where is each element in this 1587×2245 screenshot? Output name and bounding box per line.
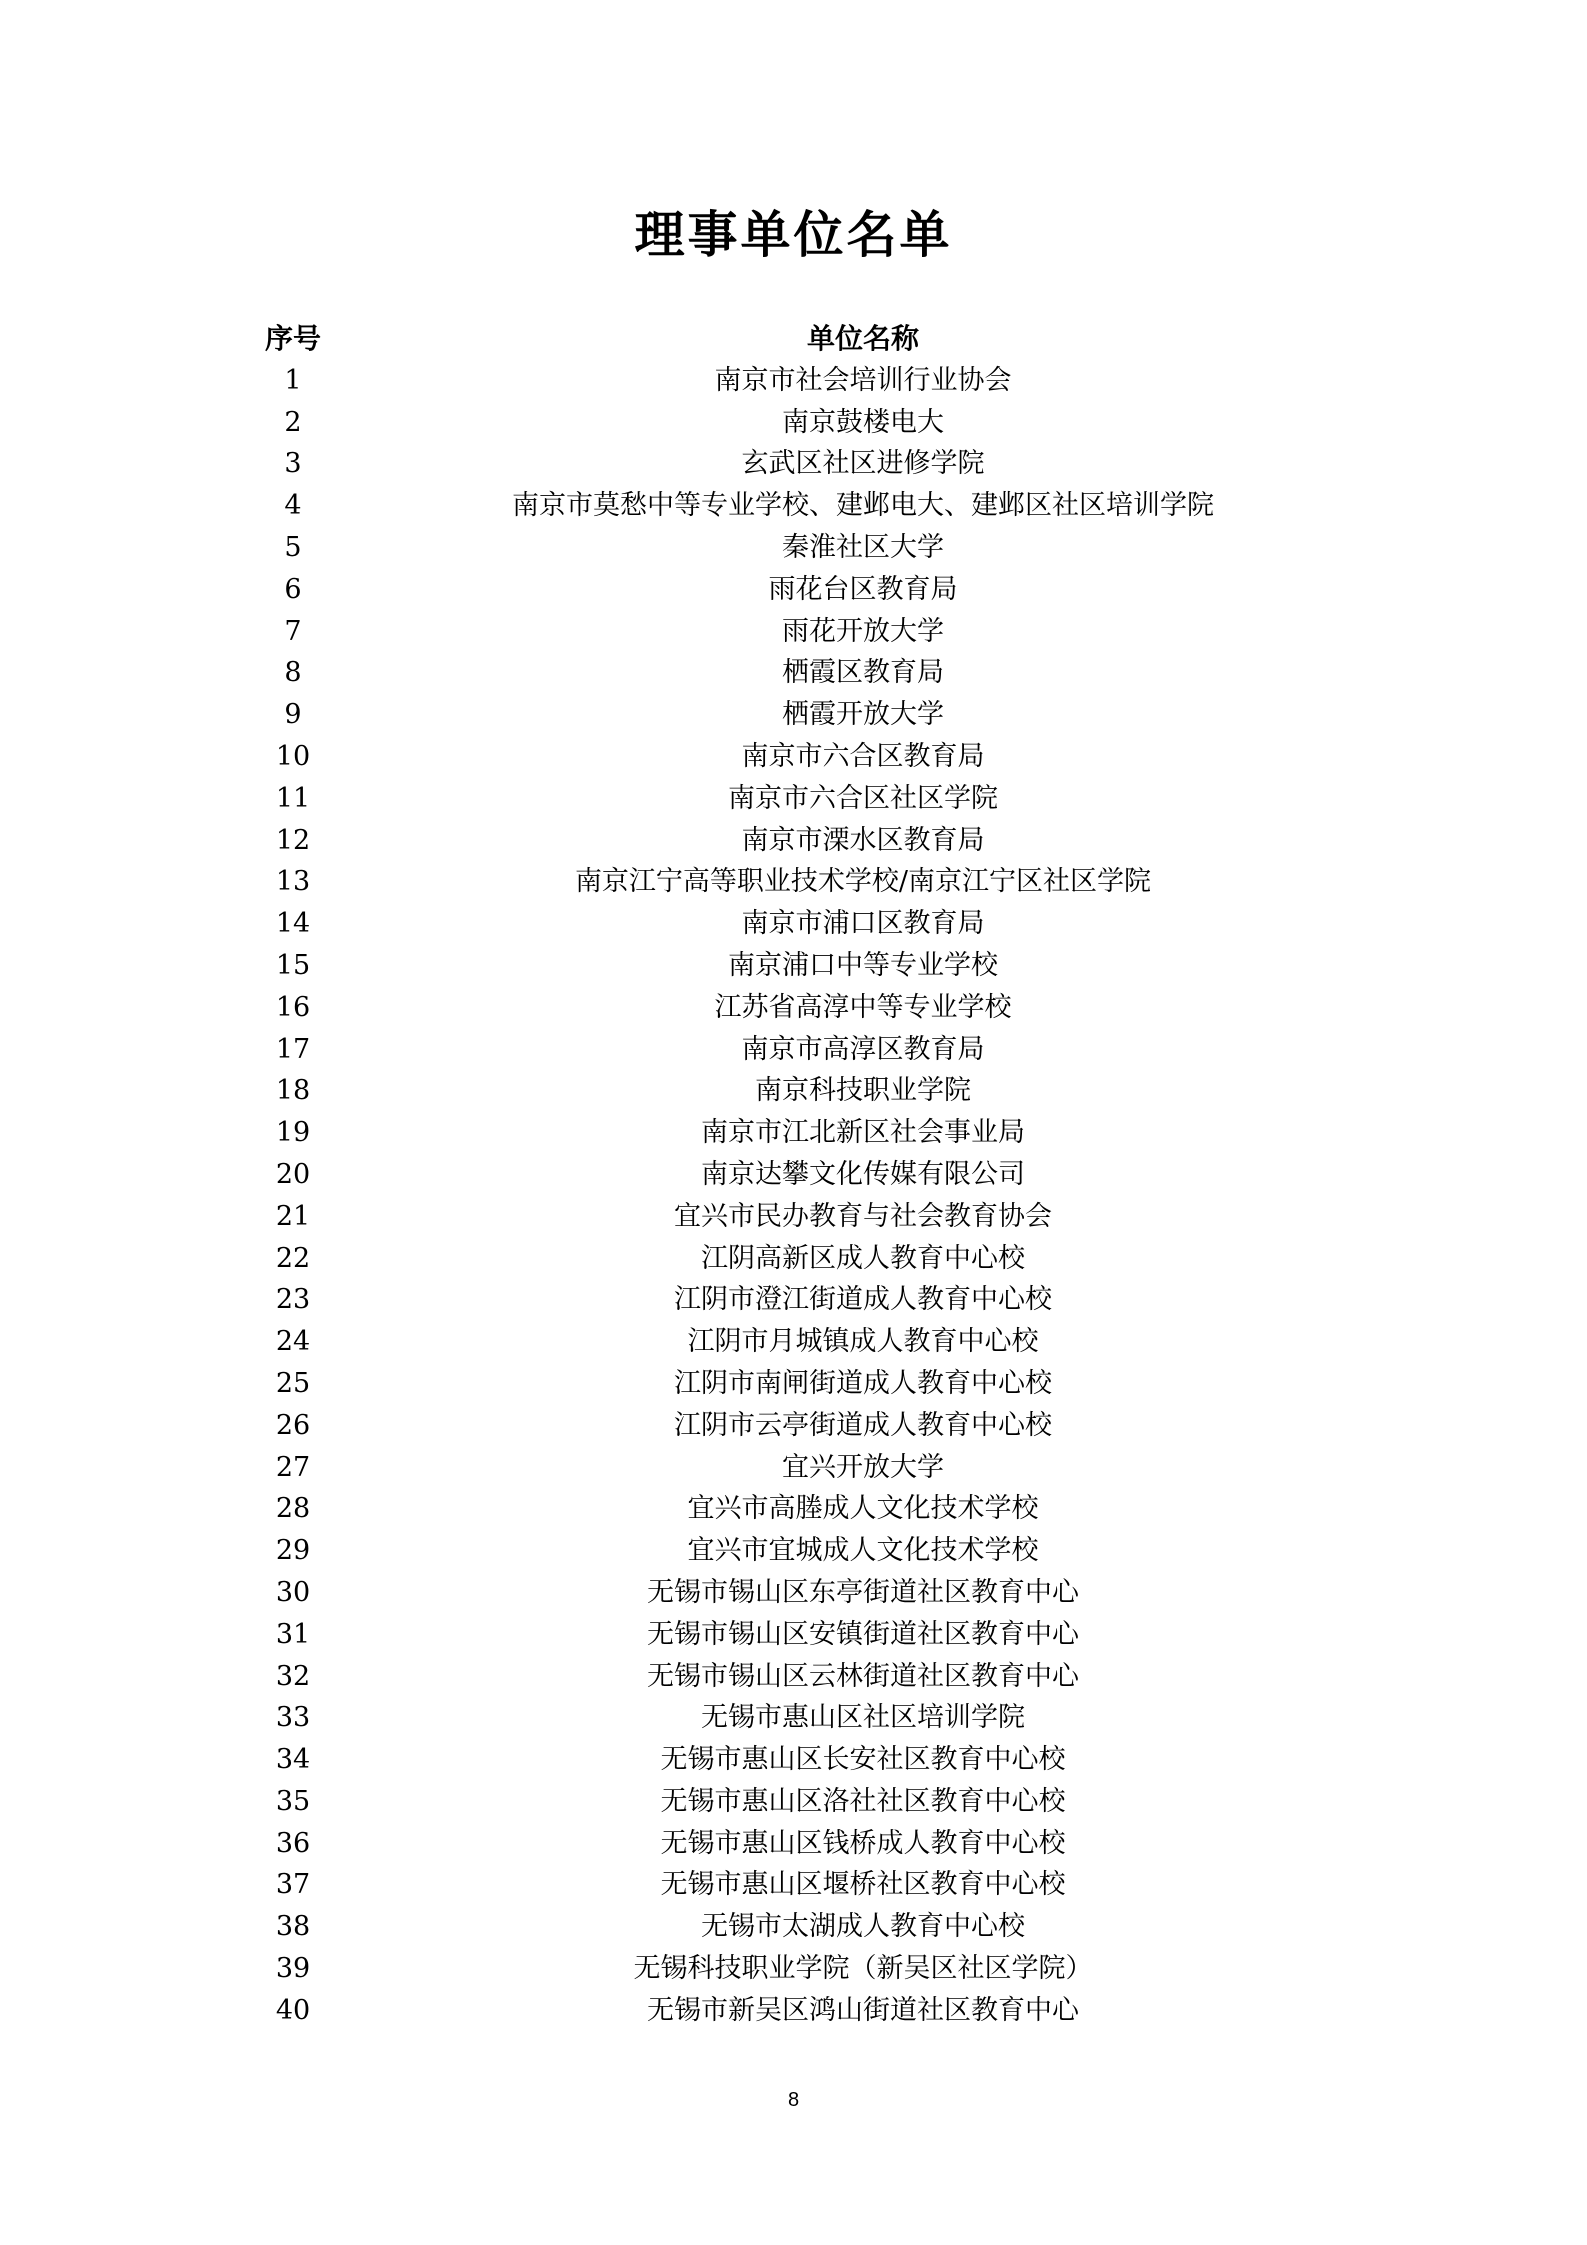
page-number: 8 bbox=[787, 2089, 800, 2111]
unit-name: 栖霞区教育局 bbox=[782, 657, 944, 689]
unit-name: 江阴市南闸街道成人教育中心校 bbox=[674, 1367, 1052, 1399]
unit-name: 秦淮社区大学 bbox=[782, 531, 944, 563]
table-row bbox=[0, 1614, 1587, 1656]
table-row bbox=[0, 1112, 1587, 1154]
row-number: 33 bbox=[275, 1702, 311, 1734]
row-number: 19 bbox=[275, 1117, 311, 1149]
row-number: 27 bbox=[275, 1451, 311, 1483]
table-row bbox=[0, 1447, 1587, 1489]
unit-name: 宜兴市宜城成人文化技术学校 bbox=[687, 1535, 1039, 1567]
row-number: 30 bbox=[275, 1576, 311, 1608]
table-row bbox=[0, 694, 1587, 736]
column-header-name: 单位名称 bbox=[806, 322, 919, 355]
table-row bbox=[0, 861, 1587, 903]
table-row bbox=[0, 1070, 1587, 1112]
unit-name: 雨花台区教育局 bbox=[768, 573, 958, 605]
table-row bbox=[0, 1279, 1587, 1321]
row-number: 9 bbox=[284, 699, 302, 731]
unit-name: 南京市浦口区教育局 bbox=[741, 908, 985, 940]
table-row bbox=[0, 903, 1587, 945]
table-row bbox=[0, 1196, 1587, 1238]
table-row bbox=[0, 1656, 1587, 1698]
row-number: 15 bbox=[275, 949, 311, 981]
row-number: 29 bbox=[275, 1535, 311, 1567]
member-units-table bbox=[0, 318, 1587, 2032]
row-number: 1 bbox=[284, 364, 302, 396]
unit-name: 无锡市新吴区鸿山街道社区教育中心 bbox=[647, 1994, 1079, 2026]
table-row bbox=[0, 360, 1587, 402]
table-row bbox=[0, 569, 1587, 611]
unit-name: 雨花开放大学 bbox=[782, 615, 944, 647]
row-number: 35 bbox=[275, 1785, 311, 1817]
row-number: 20 bbox=[275, 1158, 311, 1190]
unit-name: 江阴市云亭街道成人教育中心校 bbox=[674, 1409, 1052, 1441]
unit-name: 无锡市惠山区长安社区教育中心校 bbox=[660, 1744, 1066, 1776]
row-number: 8 bbox=[284, 657, 302, 689]
table-row bbox=[0, 1154, 1587, 1196]
table-row bbox=[0, 1238, 1587, 1280]
unit-name: 无锡科技职业学院（新吴区社区学院） bbox=[633, 1953, 1093, 1985]
row-number: 26 bbox=[275, 1409, 311, 1441]
table-row bbox=[0, 1572, 1587, 1614]
unit-name: 江阴市澄江街道成人教育中心校 bbox=[674, 1284, 1052, 1316]
row-number: 5 bbox=[284, 531, 302, 563]
table-row bbox=[0, 987, 1587, 1029]
row-number: 4 bbox=[284, 490, 302, 522]
unit-name: 玄武区社区进修学院 bbox=[741, 448, 985, 480]
unit-name: 南京市社会培训行业协会 bbox=[714, 364, 1012, 396]
table-row bbox=[0, 611, 1587, 653]
table-row bbox=[0, 1864, 1587, 1906]
row-number: 22 bbox=[275, 1242, 311, 1274]
unit-name: 江苏省高淳中等专业学校 bbox=[714, 991, 1012, 1023]
document-title: 理事单位名单 bbox=[634, 206, 953, 264]
table-row bbox=[0, 1697, 1587, 1739]
unit-name: 无锡市惠山区钱桥成人教育中心校 bbox=[660, 1827, 1066, 1859]
table-header bbox=[0, 318, 1587, 360]
unit-name: 栖霞开放大学 bbox=[782, 699, 944, 731]
column-header-number: 序号 bbox=[264, 322, 321, 355]
table-row bbox=[0, 1990, 1587, 2032]
table-row bbox=[0, 1405, 1587, 1447]
row-number: 12 bbox=[275, 824, 311, 856]
unit-name: 南京市六合区社区学院 bbox=[728, 782, 998, 814]
unit-name: 南京鼓楼电大 bbox=[782, 406, 944, 438]
unit-name: 江阴高新区成人教育中心校 bbox=[701, 1242, 1025, 1274]
table-row bbox=[0, 1488, 1587, 1530]
row-number: 31 bbox=[275, 1618, 311, 1650]
row-number: 14 bbox=[275, 908, 311, 940]
row-number: 21 bbox=[275, 1200, 311, 1232]
unit-name: 南京科技职业学院 bbox=[755, 1075, 971, 1107]
row-number: 7 bbox=[284, 615, 302, 647]
table-row bbox=[0, 820, 1587, 862]
table-row bbox=[0, 1823, 1587, 1865]
unit-name: 无锡市惠山区堰桥社区教育中心校 bbox=[660, 1869, 1066, 1901]
unit-name: 无锡市太湖成人教育中心校 bbox=[701, 1911, 1025, 1943]
row-number: 3 bbox=[284, 448, 302, 480]
unit-name: 无锡市惠山区社区培训学院 bbox=[701, 1702, 1025, 1734]
unit-name: 南京市六合区教育局 bbox=[741, 740, 985, 772]
table-row bbox=[0, 1321, 1587, 1363]
unit-name: 南京浦口中等专业学校 bbox=[728, 949, 998, 981]
unit-name: 南京市江北新区社会事业局 bbox=[701, 1117, 1025, 1149]
row-number: 40 bbox=[275, 1994, 311, 2026]
table-row bbox=[0, 778, 1587, 820]
table-row bbox=[0, 402, 1587, 444]
table-body bbox=[0, 360, 1587, 2032]
table-row bbox=[0, 945, 1587, 987]
unit-name: 南京市高淳区教育局 bbox=[741, 1033, 985, 1065]
row-number: 32 bbox=[275, 1660, 311, 1692]
row-number: 13 bbox=[275, 866, 311, 898]
row-number: 23 bbox=[275, 1284, 311, 1316]
unit-name: 宜兴市民办教育与社会教育协会 bbox=[674, 1200, 1052, 1232]
unit-name: 宜兴市高塍成人文化技术学校 bbox=[687, 1493, 1039, 1525]
table-row bbox=[0, 1948, 1587, 1990]
row-number: 37 bbox=[275, 1869, 311, 1901]
unit-name: 南京达攀文化传媒有限公司 bbox=[701, 1158, 1025, 1190]
row-number: 28 bbox=[275, 1493, 311, 1525]
row-number: 24 bbox=[275, 1326, 311, 1358]
table-row bbox=[0, 485, 1587, 527]
unit-name: 无锡市锡山区安镇街道社区教育中心 bbox=[647, 1618, 1079, 1650]
unit-name: 无锡市锡山区云林街道社区教育中心 bbox=[647, 1660, 1079, 1692]
table-row bbox=[0, 1906, 1587, 1948]
row-number: 25 bbox=[275, 1367, 311, 1399]
table-row bbox=[0, 1781, 1587, 1823]
unit-name: 宜兴开放大学 bbox=[782, 1451, 944, 1483]
unit-name: 南京市溧水区教育局 bbox=[741, 824, 985, 856]
unit-name: 无锡市锡山区东亭街道社区教育中心 bbox=[647, 1576, 1079, 1608]
row-number: 17 bbox=[275, 1033, 311, 1065]
row-number: 36 bbox=[275, 1827, 311, 1859]
table-row bbox=[0, 652, 1587, 694]
table-row bbox=[0, 1029, 1587, 1071]
row-number: 6 bbox=[284, 573, 302, 605]
row-number: 11 bbox=[275, 782, 311, 814]
row-number: 2 bbox=[284, 406, 302, 438]
unit-name: 江阴市月城镇成人教育中心校 bbox=[687, 1326, 1039, 1358]
row-number: 38 bbox=[275, 1911, 311, 1943]
row-number: 16 bbox=[275, 991, 311, 1023]
table-row bbox=[0, 1739, 1587, 1781]
table-row bbox=[0, 443, 1587, 485]
table-row bbox=[0, 1363, 1587, 1405]
unit-name: 南京江宁高等职业技术学校/南京江宁区社区学院 bbox=[574, 866, 1152, 898]
table-row bbox=[0, 527, 1587, 569]
table-row bbox=[0, 1530, 1587, 1572]
row-number: 10 bbox=[275, 740, 311, 772]
row-number: 18 bbox=[275, 1075, 311, 1107]
table-row bbox=[0, 736, 1587, 778]
row-number: 34 bbox=[275, 1744, 311, 1776]
row-number: 39 bbox=[275, 1953, 311, 1985]
unit-name: 南京市莫愁中等专业学校、建邺电大、建邺区社区培训学院 bbox=[512, 490, 1214, 522]
unit-name: 无锡市惠山区洛社社区教育中心校 bbox=[660, 1785, 1066, 1817]
